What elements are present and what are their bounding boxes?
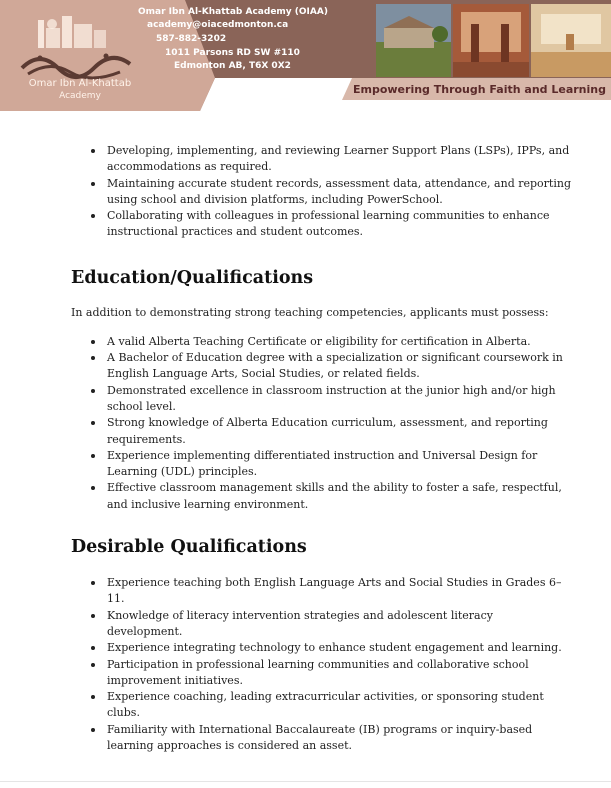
list-item: Participation in professional learning communities and collaborative school improvement initiatives.	[107, 657, 571, 690]
list-item: Developing, implementing, and reviewing Learner Support Plans (LSPs), IPPs, and accommodations as required.	[107, 143, 571, 176]
list-item: Collaborating with colleagues in professional learning communities to enhance instructional practices and student outcomes.	[107, 208, 571, 241]
list-item: Familiarity with International Baccalaureate (IB) programs or inquiry-based learning approaches is considered an asset.	[107, 722, 571, 755]
desirable-list	[71, 575, 571, 754]
tagline: Empowering Through Faith and Learning	[352, 83, 606, 96]
contact-address: 1011 Parsons RD SW #110	[165, 48, 300, 58]
document-body	[71, 143, 571, 754]
logo-subtitle: Academy	[59, 91, 101, 101]
page-bottom-divider	[0, 781, 611, 782]
contact-phone: 587-882-3202	[156, 34, 227, 44]
list-item: A valid Alberta Teaching Certificate or eligibility for certification in Alberta.	[107, 334, 571, 350]
letterhead-banner	[0, 0, 611, 111]
list-item: Knowledge of literacy intervention strategies and adolescent literacy development.	[107, 608, 571, 641]
list-item: Maintaining accurate student records, assessment data, attendance, and reporting using school and division platforms, including PowerSchool.	[107, 176, 571, 209]
list-item: Strong knowledge of Alberta Education curriculum, assessment, and reporting requirements.	[107, 415, 571, 448]
desirable-heading: Desirable Qualifications	[71, 537, 307, 558]
list-item: Experience integrating technology to enhance student engagement and learning.	[107, 640, 571, 656]
list-item: Experience coaching, leading extracurricular activities, or sponsoring student clubs.	[107, 689, 571, 722]
education-heading: Education/Qualifications	[71, 267, 314, 288]
list-item: Demonstrated excellence in classroom instruction at the junior high and/or high school level.	[107, 383, 571, 416]
logo-name: Omar Ibn Al-Khattab	[28, 78, 132, 89]
list-item: Experience implementing differentiated instruction and Universal Design for Learning (UDL) principles.	[107, 448, 571, 481]
responsibilities-list	[71, 143, 571, 241]
list-item: Experience teaching both English Language Arts and Social Studies in Grades 6–11.	[107, 575, 571, 608]
education-lead: In addition to demonstrating strong teaching competencies, applicants must possess:	[71, 305, 549, 319]
list-item: A Bachelor of Education degree with a specialization or significant coursework in English Language Arts, Social Studies, or related fields.	[107, 350, 571, 383]
contact-email: academy@oiacedmonton.ca	[147, 20, 289, 30]
contact-school-name: Omar Ibn Al-Khattab Academy (OIAA)	[138, 7, 328, 17]
list-item: Effective classroom management skills and the ability to foster a safe, respectful, and inclusive learning environment.	[107, 480, 571, 513]
contact-city: Edmonton AB, T6X 0X2	[174, 61, 291, 71]
education-list	[71, 334, 571, 513]
school-photos	[376, 4, 611, 77]
